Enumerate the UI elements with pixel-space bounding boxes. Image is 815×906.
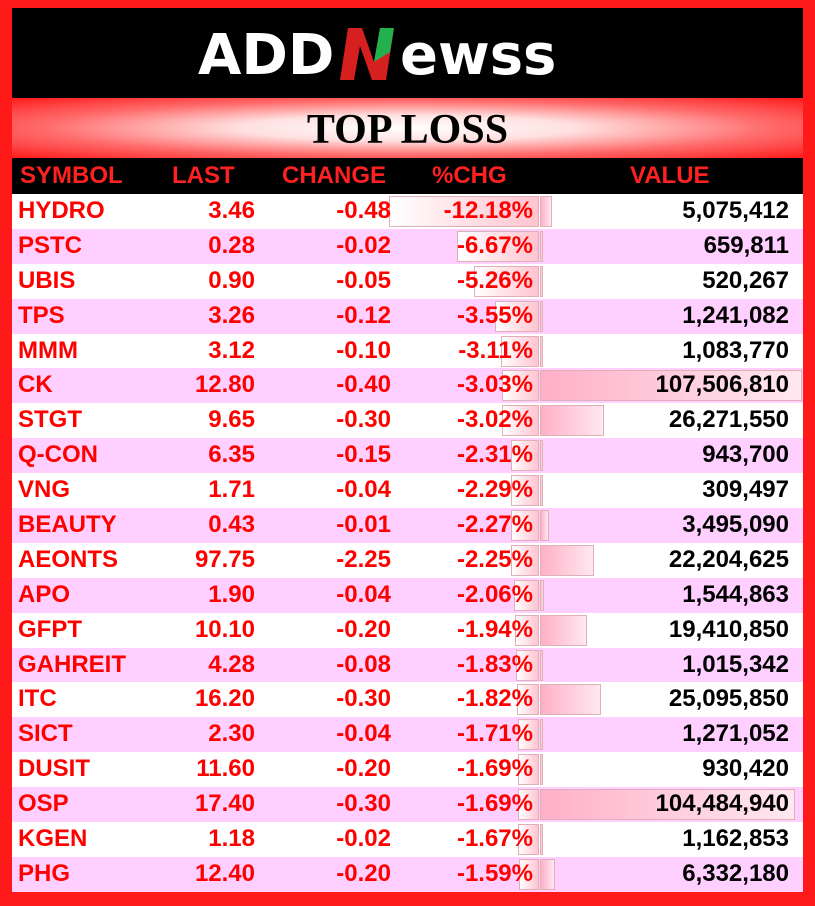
cell-value: 1,544,863	[682, 580, 789, 608]
table-row	[12, 334, 803, 369]
cell-pct: -1.69%	[456, 755, 533, 783]
cell-value: 19,410,850	[668, 615, 789, 643]
cell-value: 1,271,052	[682, 720, 789, 748]
cell-symbol: KGEN	[18, 825, 88, 853]
table-row	[12, 682, 803, 717]
cell-change: -0.15	[336, 441, 391, 469]
cell-symbol: OSP	[18, 790, 69, 818]
table-row	[12, 648, 803, 683]
cell-change: -0.08	[336, 650, 391, 678]
cell-symbol: UBIS	[18, 266, 76, 294]
cell-pct: -2.06%	[456, 580, 533, 608]
cell-last: 0.90	[208, 266, 255, 294]
cell-symbol: BEAUTY	[18, 511, 117, 539]
cell-pct: -3.55%	[456, 301, 533, 329]
cell-change: -0.40	[336, 371, 391, 399]
table-row	[12, 229, 803, 264]
value-bar	[540, 475, 543, 506]
cell-last: 1.71	[208, 476, 255, 504]
cell-value: 943,700	[702, 441, 789, 469]
cell-change: -0.04	[336, 476, 391, 504]
cell-value: 1,162,853	[682, 825, 789, 853]
cell-pct: -2.27%	[456, 511, 533, 539]
title-band	[12, 98, 803, 158]
table-header	[12, 158, 803, 194]
cell-last: 12.40	[194, 859, 255, 887]
cell-last: 2.30	[208, 720, 255, 748]
column-header-last: LAST	[172, 162, 235, 189]
cell-pct: -3.02%	[456, 406, 533, 434]
cell-change: -0.04	[336, 580, 391, 608]
table-row	[12, 473, 803, 508]
cell-value: 520,267	[702, 266, 789, 294]
value-bar	[540, 859, 555, 890]
value-bar	[540, 440, 543, 471]
cell-value: 1,083,770	[682, 336, 789, 364]
cell-pct: -1.59%	[456, 859, 533, 887]
cell-value: 5,075,412	[682, 197, 789, 224]
cell-last: 11.60	[196, 755, 255, 783]
cell-change: -0.10	[336, 336, 391, 364]
cell-pct: -1.69%	[456, 790, 533, 818]
table-row	[12, 752, 803, 787]
value-bar	[540, 615, 587, 646]
cell-value: 309,497	[702, 476, 789, 504]
cell-last: 9.65	[208, 406, 255, 434]
svg-text:ADD: ADD	[197, 23, 334, 88]
table-row	[12, 717, 803, 752]
table-row	[12, 857, 803, 892]
cell-pct: -2.25%	[456, 545, 533, 573]
cell-last: 97.75	[194, 545, 255, 573]
cell-value: 104,484,940	[655, 790, 789, 818]
value-bar	[540, 719, 543, 750]
cell-last: 6.35	[208, 441, 255, 469]
cell-last: 10.10	[194, 615, 255, 643]
cell-pct: -6.67%	[456, 231, 533, 259]
brand-logo-icon	[198, 18, 618, 88]
cell-pct: -1.83%	[456, 650, 533, 678]
cell-pct: -1.82%	[456, 685, 533, 713]
cell-symbol: GFPT	[18, 615, 82, 643]
column-header-pct: %CHG	[432, 162, 507, 189]
table-row	[12, 822, 803, 857]
cell-change: -0.20	[336, 755, 391, 783]
cell-symbol: STGT	[18, 406, 82, 434]
cell-last: 0.43	[208, 511, 255, 539]
cell-change: -0.02	[336, 825, 391, 853]
cell-pct: -3.11%	[458, 336, 533, 364]
value-bar	[540, 754, 543, 785]
cell-last: 3.12	[208, 336, 255, 364]
cell-change: -0.12	[336, 301, 391, 329]
cell-symbol: DUSIT	[18, 755, 90, 783]
page-title: TOP LOSS	[306, 107, 509, 153]
value-bar	[540, 684, 601, 715]
cell-value: 659,811	[703, 231, 789, 259]
cell-last: 12.80	[194, 371, 255, 399]
cell-value: 930,420	[702, 755, 789, 783]
cell-pct: -12.18%	[443, 197, 533, 224]
cell-value: 22,204,625	[668, 545, 789, 573]
value-bar	[540, 231, 543, 262]
cell-symbol: PHG	[18, 859, 71, 887]
cell-change: -0.04	[336, 720, 391, 748]
cell-value: 26,271,550	[668, 406, 789, 434]
value-bar	[540, 580, 544, 611]
cell-last: 3.26	[208, 301, 255, 329]
cell-value: 1,015,342	[682, 650, 789, 678]
value-bar	[540, 650, 543, 681]
value-bar	[540, 405, 604, 436]
cell-symbol: Q-CON	[18, 441, 98, 469]
cell-symbol: APO	[18, 580, 71, 608]
cell-change: -0.30	[336, 790, 391, 818]
cell-last: 17.40	[194, 790, 255, 818]
cell-pct: -5.26%	[456, 266, 533, 294]
cell-change: -0.02	[336, 231, 391, 259]
cell-symbol: GAHREIT	[18, 650, 126, 678]
cell-symbol: CK	[18, 371, 53, 399]
value-bar	[540, 336, 543, 367]
logo-bar	[12, 8, 803, 98]
cell-symbol: TPS	[18, 301, 65, 329]
cell-change: -0.20	[336, 615, 391, 643]
cell-change: -0.30	[336, 685, 391, 713]
table-row	[12, 403, 803, 438]
cell-last: 4.28	[208, 650, 255, 678]
cell-pct: -1.67%	[456, 825, 533, 853]
cell-value: 3,495,090	[682, 511, 789, 539]
cell-pct: -2.29%	[456, 476, 533, 504]
cell-symbol: MMM	[18, 336, 78, 364]
cell-pct: -1.71%	[456, 720, 533, 748]
cell-symbol: AEONTS	[18, 545, 119, 573]
cell-change: -0.20	[336, 859, 391, 887]
value-bar	[540, 266, 543, 297]
cell-last: 0.28	[208, 231, 255, 259]
value-bar	[540, 510, 549, 541]
cell-change: -0.01	[336, 511, 391, 539]
cell-symbol: VNG	[18, 476, 71, 504]
cell-symbol: SICT	[18, 720, 73, 748]
cell-pct: -2.31%	[456, 441, 533, 469]
svg-text:ewss: ewss	[399, 23, 556, 88]
value-bar	[540, 301, 543, 332]
cell-value: 1,241,082	[682, 301, 789, 329]
value-bar	[540, 824, 543, 855]
table-row	[12, 508, 803, 543]
value-bar	[540, 545, 594, 576]
cell-change: -2.25	[336, 545, 391, 573]
cell-change: -0.30	[336, 406, 391, 434]
table-row	[12, 543, 803, 578]
cell-value: 6,332,180	[682, 859, 789, 887]
cell-last: 3.46	[208, 197, 255, 224]
brand-logo	[12, 8, 803, 98]
table-row	[12, 194, 803, 229]
top-loss-table	[12, 194, 803, 892]
cell-last: 1.18	[208, 825, 255, 853]
column-header-value: VALUE	[630, 162, 710, 189]
table-row	[12, 264, 803, 299]
cell-symbol: PSTC	[18, 231, 83, 259]
cell-last: 16.20	[194, 685, 255, 713]
cell-symbol: ITC	[18, 685, 57, 713]
cell-change: -0.05	[336, 266, 391, 294]
cell-value: 107,506,810	[655, 371, 789, 399]
table-row	[12, 578, 803, 613]
column-header-symbol: SYMBOL	[20, 162, 123, 189]
cell-last: 1.90	[208, 580, 255, 608]
value-bar	[540, 196, 552, 227]
table-row	[12, 787, 803, 822]
cell-pct: -3.03%	[456, 371, 533, 399]
cell-pct: -1.94%	[456, 615, 533, 643]
cell-symbol: HYDRO	[18, 197, 105, 224]
cell-change: -0.48	[336, 197, 391, 224]
column-header-change: CHANGE	[282, 162, 387, 189]
table-row	[12, 438, 803, 473]
table-row	[12, 613, 803, 648]
table-row	[12, 299, 803, 334]
cell-value: 25,095,850	[668, 685, 789, 713]
table-row	[12, 368, 803, 403]
